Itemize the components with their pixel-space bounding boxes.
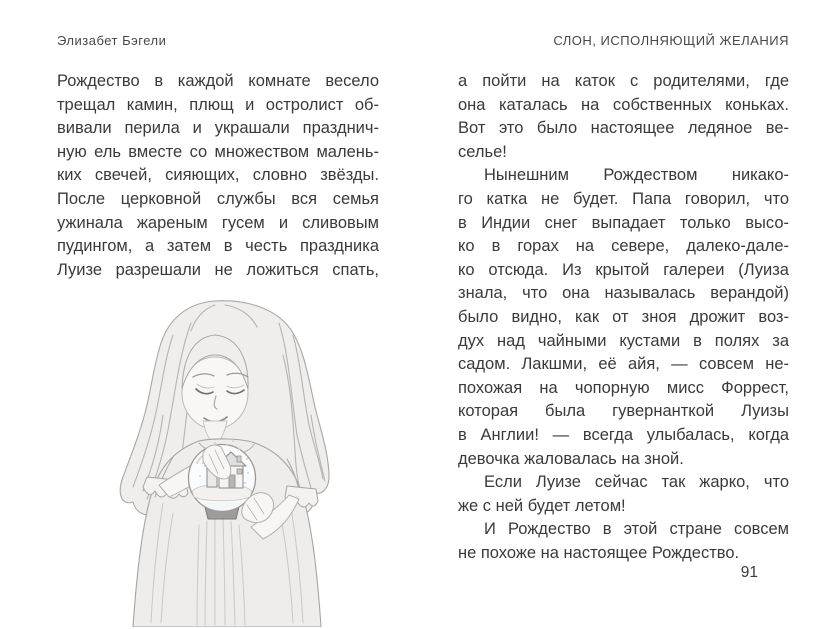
text-line: она каталась на собственных коньках.	[458, 95, 789, 114]
text-line: а пойти на каток с родителями, где	[458, 72, 789, 90]
girl-sketch	[120, 301, 329, 627]
girl-snow-globe-illustration	[103, 293, 375, 627]
text-line: знала, что она называлась верандой)	[458, 284, 789, 303]
right-text-column	[458, 70, 789, 565]
text-line: Луизе разрешали не ложиться спать,	[57, 260, 379, 279]
text-line: Вот это было настоящее ледяное ве-	[458, 119, 789, 138]
page-number: 91	[740, 564, 758, 581]
running-header-book-title: СЛОН, ИСПОЛНЯЮЩИЙ ЖЕЛАНИЯ	[553, 33, 789, 48]
left-text-column	[57, 70, 379, 282]
text-line: ужинала жареным гусем и сливовым	[57, 213, 379, 232]
text-line: было видно, как от зноя дрожит воз-	[458, 307, 789, 326]
text-line: в Индии снег выпадает только высо-	[458, 213, 789, 232]
text-line: не похоже на настоящее Рождество.	[458, 543, 740, 562]
text-line: ную ель вместе со множеством малень-	[57, 142, 379, 161]
text-line: Рождество в каждой комнате весело	[57, 72, 379, 90]
text-line: трещал камин, плющ и остролист об-	[57, 95, 379, 114]
text-line: Нынешним Рождеством никако-	[484, 166, 789, 185]
text-line: же с ней будет летом!	[458, 496, 626, 515]
text-line: пудингом, а затем в честь праздника	[57, 237, 379, 256]
text-line: После церковной службы вся семья	[57, 189, 379, 208]
running-header-author: Элизабет Бэгели	[57, 33, 167, 48]
text-line: в Англии! — всегда улыбалась, когда	[458, 425, 789, 444]
text-line: И Рождество в этой стране совсем	[484, 520, 789, 539]
text-line: похожая на чопорную мисс Форрест,	[458, 378, 789, 397]
text-line: ко в горах на севере, далеко-дале-	[458, 237, 789, 256]
text-line: ко отсюда. Из крытой галереи (Луиза	[458, 260, 789, 279]
text-line: дух над чайными кустами в полях за	[458, 331, 789, 350]
text-line: го катка не будет. Папа говорил, что	[458, 189, 789, 208]
text-line: Если Луизе сейчас так жарко, что	[484, 473, 789, 492]
text-line: ких свечей, сияющих, словно звёзды.	[57, 166, 379, 185]
text-line: селье!	[458, 142, 507, 161]
text-line: садом. Лакшми, её айя, — совсем не-	[458, 355, 789, 374]
text-line: вивали перила и украшали празднич-	[57, 119, 379, 138]
globe-chimney	[237, 456, 241, 462]
text-line: девочка жаловалась на зной.	[458, 449, 684, 468]
globe-house-door	[229, 475, 235, 488]
text-line: которая была гувернанткой Луизы	[458, 402, 789, 421]
globe-house-window-right	[237, 469, 242, 474]
